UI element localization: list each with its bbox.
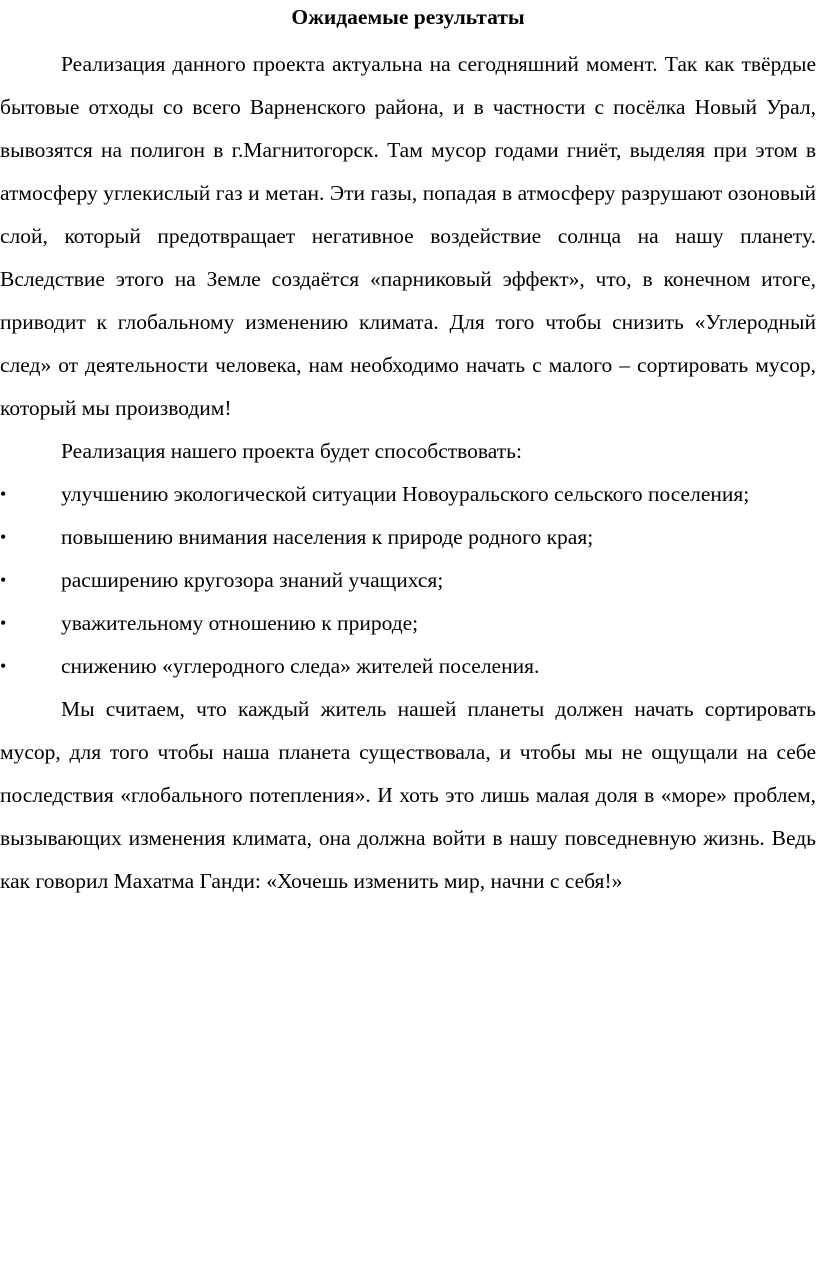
list-item-text: повышению внимания населения к природе родного края; <box>61 525 594 549</box>
paragraph-relevance: Реализация данного проекта актуальна на сегодняшний момент. Так как твёрдые бытовые отходы со всего Варненского района, и в частности с посёлка Новый Урал, вывозятся на полигон в г.Магнитогорск. Там мусор годами гниёт, выделяя при этом в атмосферу углекислый газ и метан. Эти газы, попадая в атмосферу разрушают озоновый слой, который предотвращает негативное воздействие солнца на нашу планету. Вследствие этого на Земле создаётся «парниковый эффект», что, в конечном итоге, приводит к глобальному изменению климата. Для того чтобы снизить «Углеродный след» от деятельности человека, нам необходимо начать с малого – сортировать мусор, который мы производим! <box>0 52 816 420</box>
list-item-text: уважительному отношению к природе; <box>61 611 419 635</box>
bullet-icon: • <box>0 484 7 504</box>
benefits-list <box>0 473 816 688</box>
list-item-text: улучшению экологической ситуации Новоуральского сельского поселения; <box>61 482 750 506</box>
list-item-text: расширению кругозора знаний учащихся; <box>61 568 444 592</box>
list-item <box>0 602 816 645</box>
document-title: Ожидаемые результаты <box>291 5 525 29</box>
list-item <box>0 473 816 516</box>
list-item-text: снижению «углеродного следа» жителей поселения. <box>61 654 540 678</box>
list-item <box>0 559 816 602</box>
bullet-icon: • <box>0 656 7 676</box>
bullet-icon: • <box>0 527 7 547</box>
paragraph-conclusion: Мы считаем, что каждый житель нашей планеты должен начать сортировать мусор, для того чтобы наша планета существовала, и чтобы мы не ощущали на себе последствия «глобального потепления». И хоть это лишь малая доля в «море» проблем, вызывающих изменения климата, она должна войти в нашу повседневную жизнь. Ведь как говорил Махатма Ганди: «Хочешь изменить мир, начни с себя!» <box>0 697 816 893</box>
bullet-icon: • <box>0 570 7 590</box>
list-item <box>0 516 816 559</box>
paragraph-bullets-intro: Реализация нашего проекта будет способствовать: <box>61 439 522 463</box>
bullet-icon: • <box>0 613 7 633</box>
list-item <box>0 645 816 688</box>
